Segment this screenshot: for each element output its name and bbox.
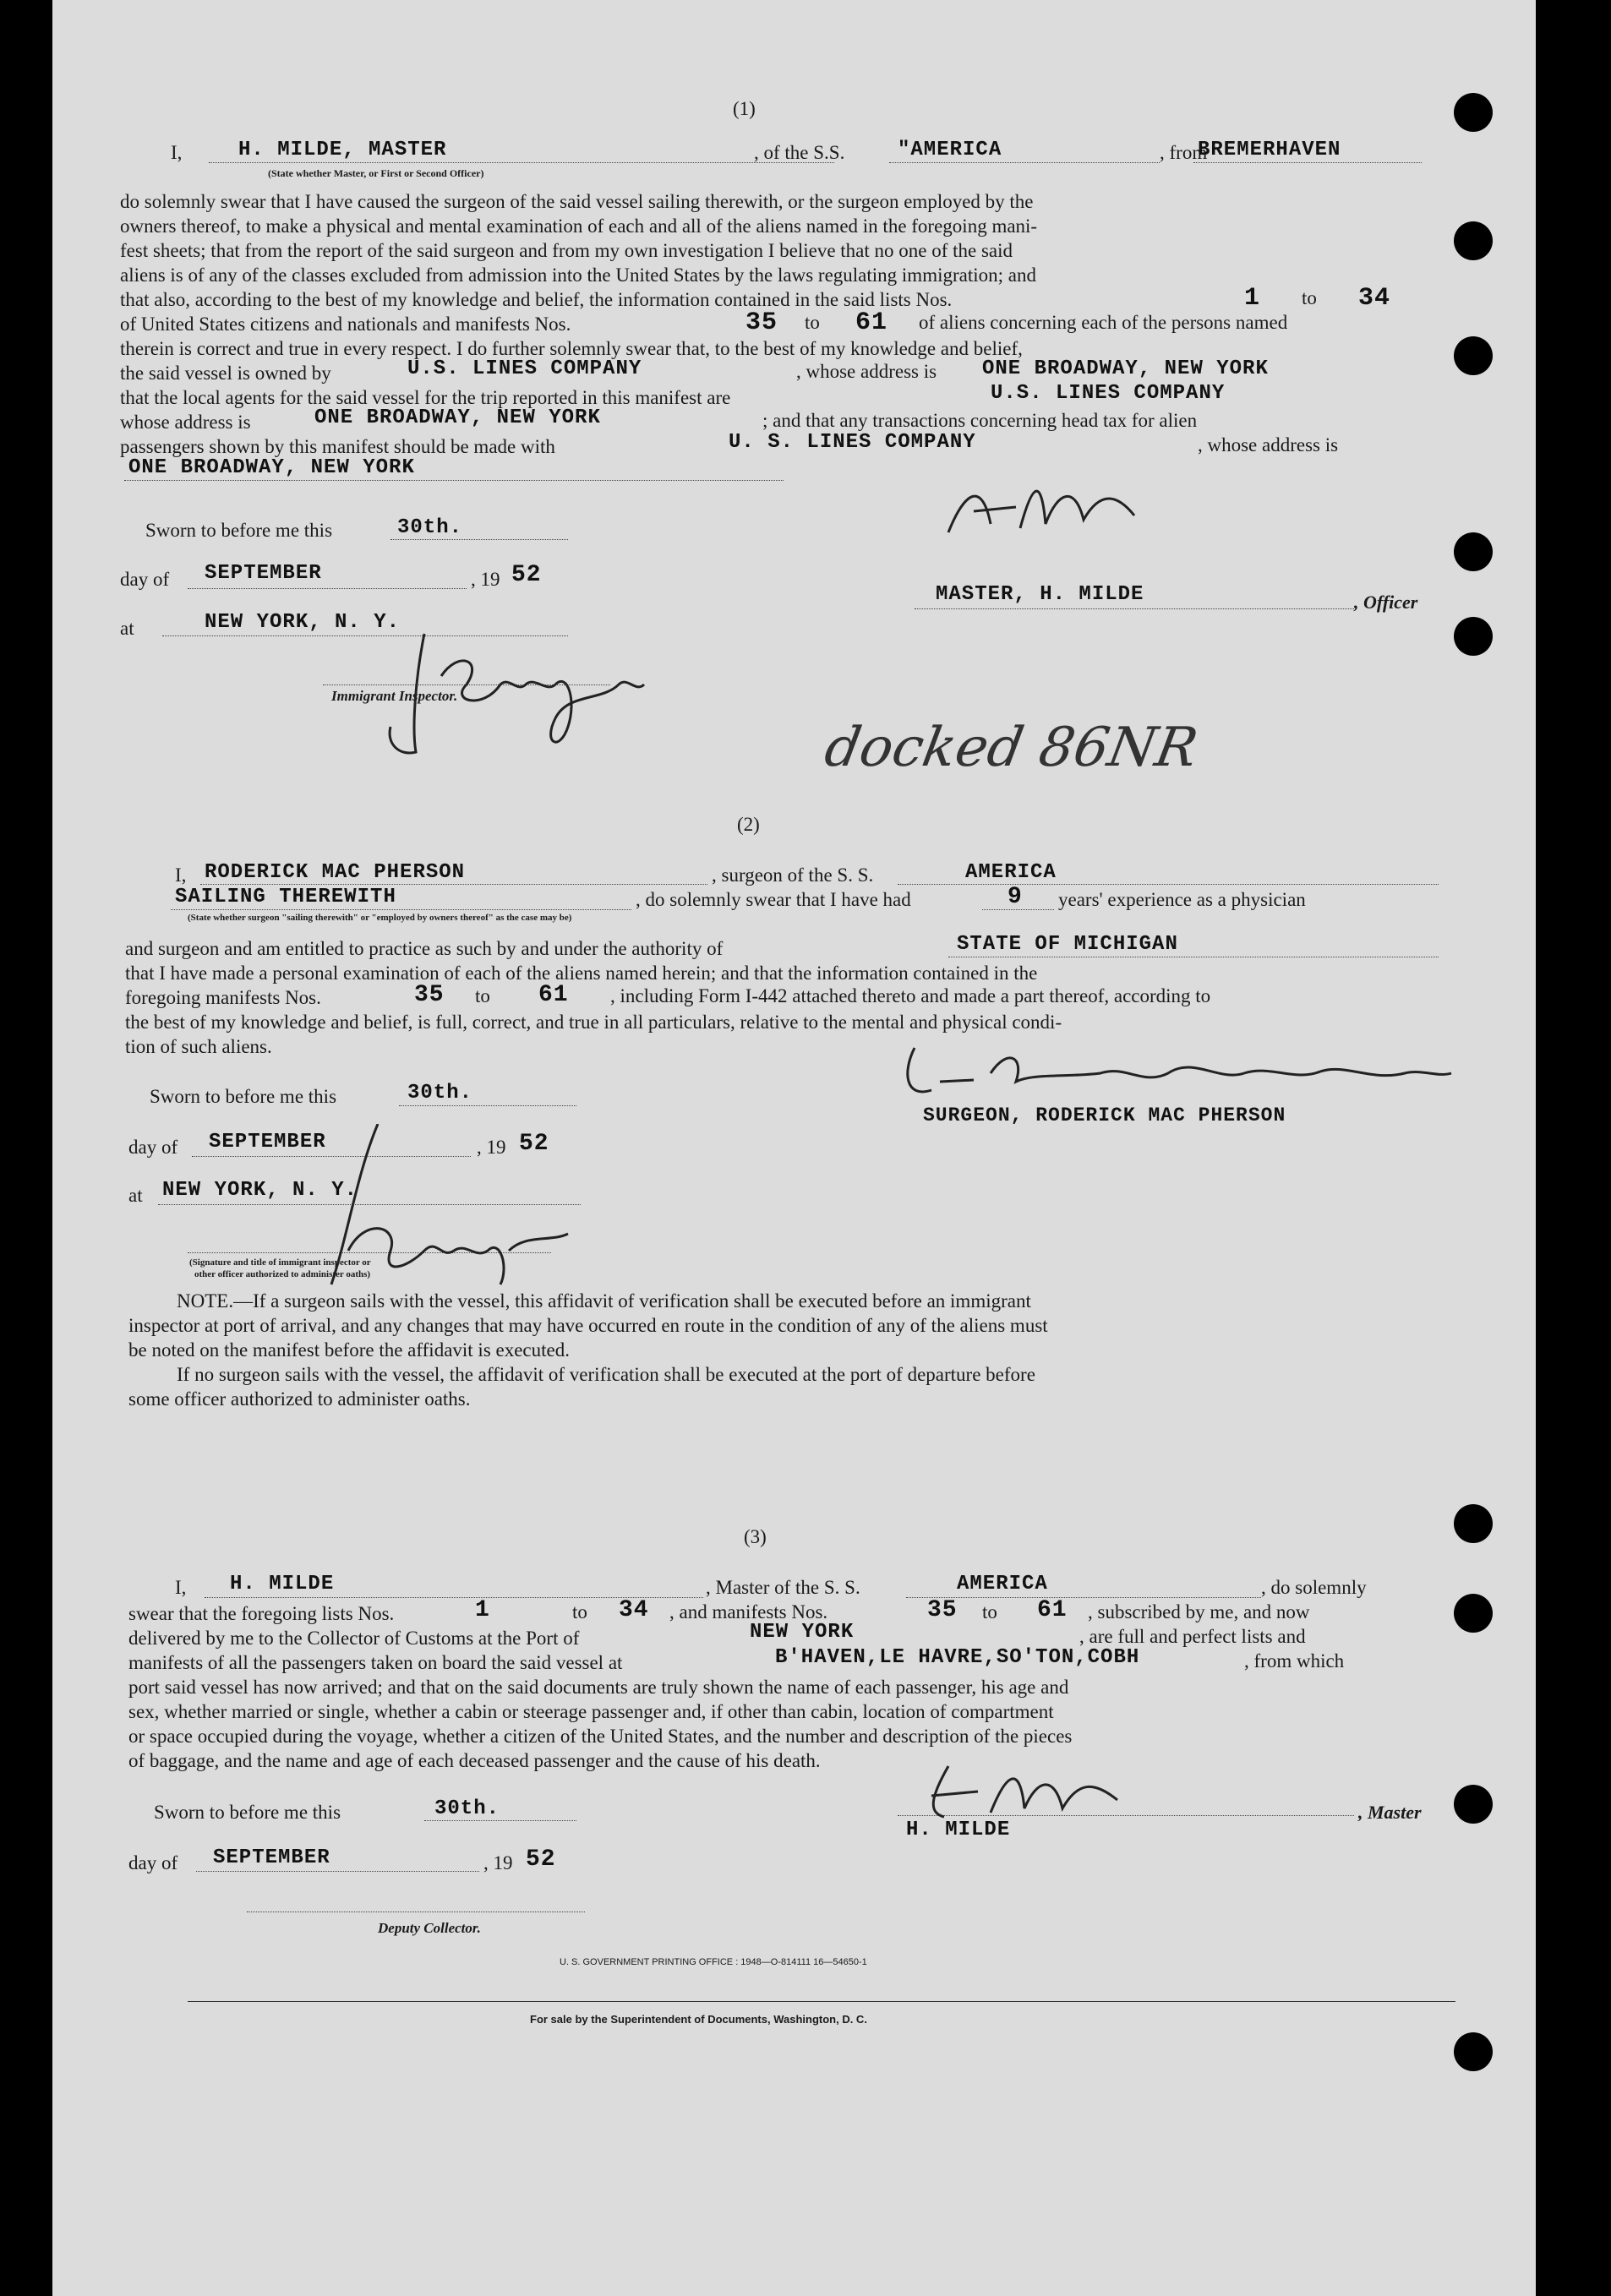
s3-i: I, [175,1577,187,1598]
s2-line4b: , including Form I-442 attached thereto and made a part thereof, according to [610,985,1211,1006]
s1-body-9: that the local agents for the said vessel for the trip reported in this manifest are [120,387,731,408]
s3-lists-from: 1 [475,1597,490,1623]
s2-sailing: SAILING THEREWITH [175,886,396,908]
s1-port-line [1193,162,1422,163]
s2-year: 52 [519,1131,549,1157]
s1-officer-line [915,608,1354,609]
s3-manifests-to: 61 [1037,1597,1068,1623]
s1-vessel-line [889,162,1160,163]
s1-owner-address: ONE BROADWAY, NEW YORK [982,357,1269,380]
s1-role-caption: (State whether Master, or First or Second Officer) [268,167,484,179]
s2-at: at [128,1185,143,1206]
s1-lists-to: 34 [1358,284,1391,313]
s2-to: to [475,985,490,1006]
s1-head-tax-text: ; and that any transactions concerning head tax for alien [762,410,1198,431]
s1-year-prefix: , 19 [471,569,500,590]
s3-body-3: or space occupied during the voyage, whether a citizen of the United States, and the number and description of the pieces [128,1726,1073,1747]
s2-swear-text: , do solemnly swear that I have had [636,889,911,910]
s2-year-prefix: , 19 [477,1137,506,1158]
s3-line3b: , are full and perfect lists and [1079,1626,1306,1647]
s2-vessel: AMERICA [965,861,1057,884]
s2-sailing-line [171,909,631,910]
s1-sworn-line [390,539,568,540]
s2-surgeon: RODERICK MAC PHERSON [205,861,466,884]
s3-lists-to: 34 [619,1597,649,1623]
s3-line2b: , and manifests Nos. [669,1601,828,1622]
s2-surgeon-of: , surgeon of the S. S. [712,864,874,886]
section-3-number: (3) [744,1526,767,1547]
s1-tax-address-line [124,480,784,481]
s2-month: SEPTEMBER [209,1131,326,1153]
s1-tax-company: U. S. LINES COMPANY [729,431,976,454]
s2-sworn: Sworn to before me this [150,1086,337,1107]
s1-agent-address: ONE BROADWAY, NEW YORK [314,406,601,429]
s3-line2c: , subscribed by me, and now [1088,1601,1310,1622]
s1-at: at [120,618,134,639]
s1-vessel: "AMERICA [898,139,1002,161]
s3-body-2: sex, whether married or single, whether a cabin or steerage passenger and, if other than cabin, location of compartment [128,1701,1054,1722]
s2-from: 35 [414,982,445,1008]
punch-hole [1454,221,1493,260]
s1-body-10: whose address is [120,412,251,433]
s1-month: SEPTEMBER [205,562,322,585]
s3-month: SEPTEMBER [213,1846,330,1869]
s1-to-2: to [805,312,820,333]
punch-hole [1454,532,1493,571]
s1-master-line [209,162,834,163]
s2-i: I, [175,864,187,886]
s2-line4a: foregoing manifests Nos. [125,987,321,1008]
s2-inspector-caption-1: (Signature and title of immigrant inspector or [189,1257,371,1268]
s3-sworn: Sworn to before me this [154,1802,341,1823]
s3-port: NEW YORK [750,1621,855,1644]
s1-officer-label: , Officer [1354,592,1418,613]
s1-month-line [188,588,467,589]
s2-sworn-line [399,1105,576,1106]
s3-vessel: AMERICA [957,1573,1048,1595]
s3-line4b: , from which [1244,1650,1345,1672]
punch-hole [1454,93,1493,132]
surgeon-signature [898,1039,1455,1107]
s1-body-7: therein is correct and true in every respect. I do further solemnly swear that, to the best of my knowledge and belief, [120,338,1023,359]
s1-owner: U.S. LINES COMPANY [407,357,642,380]
s3-master: H. MILDE [230,1573,335,1595]
s3-body-1: port said vessel has now arrived; and that on the said documents are truly shown the name of each passenger, his age and [128,1677,1069,1698]
s3-to-2: to [982,1601,997,1622]
punch-hole [1454,336,1493,375]
s2-note-5: some officer authorized to administer oaths. [128,1388,471,1410]
s2-line6: tion of such aliens. [125,1036,272,1057]
s1-whose-address: , whose address is [796,361,937,382]
s1-from: , from [1160,142,1208,163]
s1-body-4: aliens is of any of the classes excluded from admission into the United States by the laws regulating immigration; and [120,265,1036,286]
s2-note-1: NOTE.—If a surgeon sails with the vessel, this affidavit of verification shall be executed before an immigrant [177,1290,1031,1312]
document-page [52,0,1536,2296]
s2-sworn-day: 30th. [407,1082,473,1104]
s1-manifests-to: 61 [855,308,888,337]
s1-aliens-text: of aliens concerning each of the persons named [919,312,1288,333]
section-2-number: (2) [737,814,760,835]
s3-sworn-day: 30th. [434,1797,500,1820]
s1-i: I, [171,142,183,163]
s3-solemnly: , do solemnly [1261,1577,1367,1598]
s2-years-text: years' experience as a physician [1058,889,1306,910]
s1-body-3: fest sheets; that from the report of the said surgeon and from my own investigation I believe that no one of the said [120,240,1013,261]
s3-month-line [196,1871,479,1872]
s1-body-8: the said vessel is owned by [120,363,331,384]
s1-whose-address-end: , whose address is [1198,434,1339,455]
s1-place: NEW YORK, N. Y. [205,611,401,634]
punch-hole [1454,2032,1493,2071]
section-1-number: (1) [733,98,756,119]
footer-rule [188,2001,1455,2002]
s3-manifests-from: 35 [927,1597,958,1623]
s1-manifests-from: 35 [745,308,778,337]
s3-master-of: , Master of the S. S. [706,1577,860,1598]
s3-year-prefix: , 19 [483,1852,513,1873]
s2-caption: (State whether surgeon "sailing therewith" or "employed by owners thereof" as the case may be) [188,913,572,923]
s3-line3a: delivered by me to the Collector of Customs at the Port of [128,1628,580,1649]
inspector-signature-1 [365,625,669,769]
s1-body-1: do solemnly swear that I have caused the surgeon of the said vessel sailing therewith, or the surgeon employed by the [120,191,1034,212]
s1-agents: U.S. LINES COMPANY [991,382,1226,405]
s2-vessel-line [898,884,1439,885]
punch-hole [1454,617,1493,656]
footer-printing: U. S. GOVERNMENT PRINTING OFFICE : 1948—O-814111 16—54650-1 [560,1957,867,1967]
s2-surgeon-line [200,884,707,885]
s2-years-line [982,909,1054,910]
s3-master-label: , Master [1358,1802,1422,1823]
s1-lists-from: 1 [1244,284,1261,313]
s1-master-name: H. MILDE, MASTER [238,139,447,161]
s1-tax-address: ONE BROADWAY, NEW YORK [128,456,415,479]
s2-note-4: If no surgeon sails with the vessel, the affidavit of verification shall be executed at the port of departure before [177,1364,1035,1385]
inspector-signature-2 [298,1124,602,1293]
s3-ports: B'HAVEN,LE HAVRE,SO'TON,COBH [775,1646,1140,1669]
punch-hole [1454,1504,1493,1543]
s2-line3: that I have made a personal examination of each of the aliens named herein; and that the information contained in the [125,963,1038,984]
s3-year: 52 [526,1846,556,1873]
s3-vessel-line [906,1597,1261,1598]
master-signature-1 [940,473,1160,549]
s1-year: 52 [511,562,542,588]
s2-authority: STATE OF MICHIGAN [957,933,1178,956]
s1-sworn-day: 30th. [397,516,463,539]
s2-to-no: 61 [538,982,569,1008]
s2-line5: the best of my knowledge and belief, is full, correct, and true in all particulars, relative to the mental and physical condi- [125,1012,1062,1033]
s3-sworn-line [424,1820,576,1821]
s2-surgeon-sig-name: SURGEON, RODERICK MAC PHERSON [923,1104,1286,1126]
master-signature-2 [915,1762,1134,1825]
s1-body-2: owners thereof, to make a physical and mental examination of each and all of the aliens named in the foregoing mani- [120,215,1038,237]
s2-authority-text: and surgeon and am entitled to practice as such by and under the authority of [125,938,724,959]
s2-inspector-caption-2: other officer authorized to administer oaths) [194,1269,371,1279]
s2-note-2: inspector at port of arrival, and any changes that may have occurred en route in the condition of any of the aliens must [128,1315,1048,1336]
s2-day-of: day of [128,1137,178,1158]
handwritten-docked-note: docked 86NR [820,717,1203,779]
s2-place: NEW YORK, N. Y. [162,1179,358,1202]
s1-day-of: day of [120,569,170,590]
s3-to-1: to [572,1601,587,1622]
s3-body-4: of baggage, and the name and age of each deceased passenger and the cause of his death. [128,1750,821,1771]
s3-master-name: H. MILDE [906,1819,1011,1841]
s1-officer-name: MASTER, H. MILDE [936,583,1144,606]
s1-of-ss: , of the S.S. [754,142,845,163]
s3-line2a: swear that the foregoing lists Nos. [128,1603,395,1624]
s1-body-6: of United States citizens and nationals and manifests Nos. [120,314,571,335]
s1-port: BREMERHAVEN [1198,139,1341,161]
footer-sale: For sale by the Superintendent of Documents, Washington, D. C. [530,2013,867,2026]
punch-hole [1454,1785,1493,1824]
s2-years: 9 [1008,884,1023,910]
s1-sworn: Sworn to before me this [145,520,333,541]
s3-line4a: manifests of all the passengers taken on board the said vessel at [128,1652,623,1673]
s2-note-3: be noted on the manifest before the affidavit is executed. [128,1339,570,1361]
punch-hole [1454,1594,1493,1633]
s1-body-5: that also, according to the best of my knowledge and belief, the information contained in the said lists Nos. [120,289,953,310]
s1-body-11: passengers shown by this manifest should be made with [120,436,555,457]
s3-deputy-label: Deputy Collector. [378,1920,481,1936]
s1-to-1: to [1302,287,1317,308]
s1-inspector-label: Immigrant Inspector. [331,688,458,704]
s3-day-of: day of [128,1852,178,1873]
